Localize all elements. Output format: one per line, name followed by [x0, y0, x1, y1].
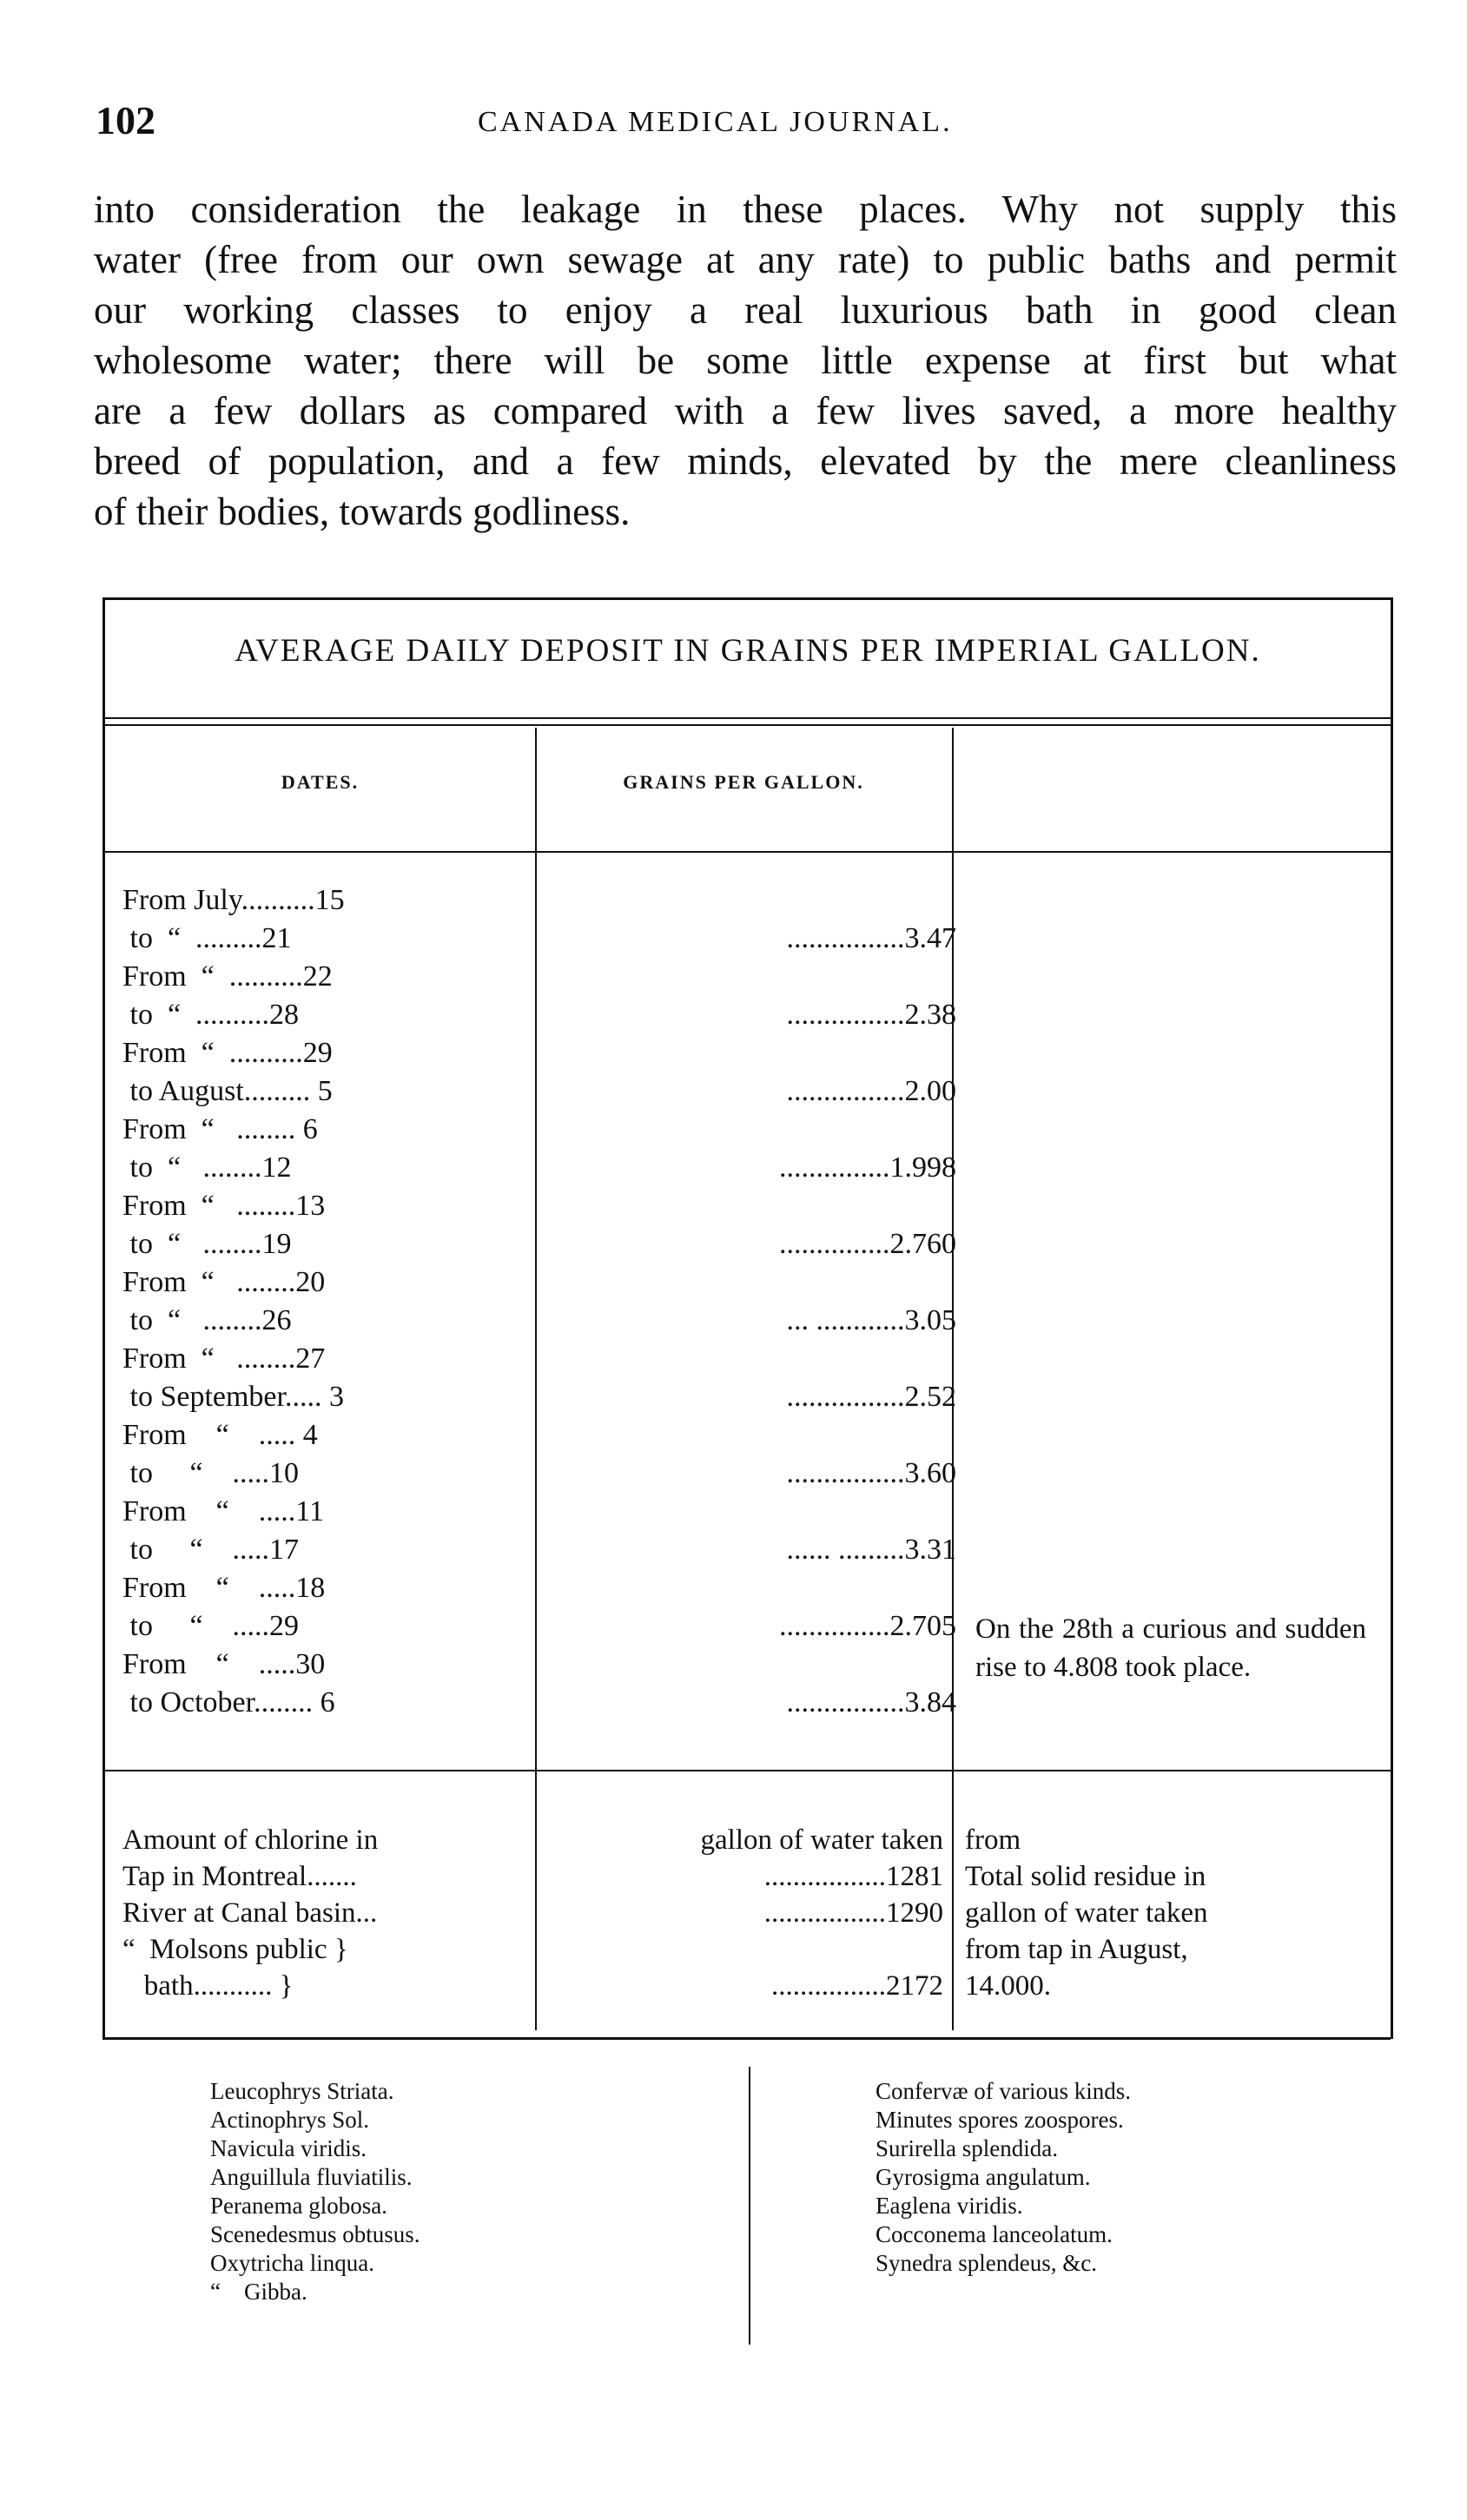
table-note: On the 28th a curious and sudden rise to 4.808 took place.	[975, 1613, 1366, 1683]
row-date: From “ ..........22	[122, 960, 333, 993]
species-name: Cocconema lanceolatum.	[876, 2221, 1113, 2247]
row-date: From “ ........ 6	[122, 1113, 318, 1145]
row-date: to “ ..........28	[122, 999, 300, 1031]
row-date: From “ ........27	[122, 1342, 326, 1375]
chlorine-line: 14.000.	[965, 1970, 1051, 2002]
row-grains-value: ...............2.760	[779, 1228, 956, 1260]
chlorine-line: .................1281	[763, 1861, 943, 1892]
deposit-table	[102, 597, 1393, 2039]
species-name: Anguillula fluviatilis.	[210, 2164, 413, 2190]
row-date: From “ ........13	[122, 1190, 326, 1222]
chlorine-line: gallon of water taken	[965, 1897, 1208, 1929]
row-grains-value: ................2.52	[786, 1381, 956, 1413]
row-grains-value: ...... .........3.31	[786, 1534, 956, 1566]
residue-note	[965, 1822, 1365, 2004]
species-name: Minutes spores zoospores.	[876, 2107, 1124, 2133]
chlorine-line: Total solid residue in	[965, 1861, 1206, 1892]
paragraph-line: into consideration the leakage in these places. Why not supply this	[94, 188, 1397, 231]
running-title: CANADA MEDICAL JOURNAL.	[478, 106, 953, 138]
body-paragraph	[94, 184, 1397, 537]
page-number: 102	[96, 98, 155, 142]
species-name: Oxytricha linqua.	[210, 2250, 374, 2276]
species-name: Actinophrys Sol.	[210, 2107, 370, 2133]
row-grains-value: ................3.60	[786, 1457, 956, 1489]
row-date: to August......... 5	[122, 1075, 333, 1107]
paragraph-line: water (free from our own sewage at any rate) to public baths and permit	[94, 238, 1397, 281]
species-divider	[749, 2067, 750, 2345]
species-name: Gyrosigma angulatum.	[876, 2164, 1091, 2190]
chlorine-line: .................1290	[763, 1897, 943, 1929]
row-grains-value: ...............2.705	[779, 1610, 956, 1642]
species-name: Leucophrys Striata.	[210, 2078, 394, 2104]
chlorine-line: from	[965, 1824, 1021, 1856]
species-name: “ Gibba.	[210, 2279, 307, 2305]
row-date: to October........ 6	[122, 1686, 335, 1718]
chlorine-line: gallon of water taken	[700, 1824, 943, 1856]
chlorine-line: “ Molsons public }	[122, 1934, 348, 1965]
table-bottom-rule	[102, 2037, 1391, 2040]
species-name: Synedra splendeus, &c.	[876, 2250, 1097, 2276]
row-date: From July..........15	[122, 884, 345, 916]
row-date: From “ ..........29	[122, 1037, 333, 1069]
row-date: to “ ........26	[122, 1304, 292, 1336]
table-title: AVERAGE DAILY DEPOSIT IN GRAINS PER IMPERIAL GALLON.	[235, 633, 1261, 669]
paragraph-line: are a few dollars as compared with a few lives saved, a more healthy	[94, 389, 1397, 432]
chlorine-line: River at Canal basin...	[122, 1897, 378, 1929]
row-grains-value: ................3.47	[786, 922, 956, 954]
row-date: to September..... 3	[122, 1381, 344, 1413]
species-name: Confervæ of various kinds.	[876, 2078, 1131, 2104]
chlorine-line: from tap in August,	[965, 1934, 1188, 1965]
chlorine-values	[552, 1822, 943, 2004]
chlorine-line: Amount of chlorine in	[122, 1824, 379, 1856]
dates-column-header: DATES.	[281, 771, 360, 793]
row-date: to “ .........21	[122, 922, 292, 954]
page-header	[96, 97, 1381, 149]
species-list-right	[876, 2077, 1131, 2278]
row-grains-value: ................2.00	[786, 1075, 956, 1107]
row-date: From “ .....11	[122, 1495, 325, 1527]
row-date: to “ .....17	[122, 1534, 300, 1566]
species-list-left	[210, 2077, 420, 2306]
row-grains-value: ................2.38	[786, 999, 956, 1031]
paragraph-line: breed of population, and a few minds, elevated by the mere cleanliness	[94, 439, 1397, 483]
species-name: Eaglena viridis.	[876, 2193, 1023, 2219]
row-grains-value: ... ............3.05	[786, 1304, 956, 1336]
species-name: Surirella splendida.	[876, 2135, 1058, 2161]
chlorine-line: ................2172	[771, 1970, 943, 2002]
row-date: From “ ..... 4	[122, 1419, 318, 1451]
species-name: Navicula viridis.	[210, 2135, 367, 2161]
grains-column-header: GRAINS PER GALLON.	[623, 771, 864, 793]
chlorine-line: Tap in Montreal.......	[122, 1861, 357, 1892]
chlorine-line: bath........... }	[122, 1970, 294, 2002]
title-double-rule	[105, 717, 1391, 726]
species-name: Peranema globosa.	[210, 2193, 387, 2219]
header-rule	[105, 851, 1391, 853]
paragraph-line: of their bodies, towards godliness.	[94, 490, 631, 533]
table-top-rule	[105, 597, 1391, 600]
row-date: to “ ........12	[122, 1151, 292, 1184]
row-grains-value: ...............1.998	[779, 1151, 956, 1184]
row-date: to “ .....29	[122, 1610, 300, 1642]
species-name: Scenedesmus obtusus.	[210, 2221, 420, 2247]
row-date: From “ .....30	[122, 1648, 326, 1680]
row-date: From “ ........20	[122, 1266, 326, 1298]
row-grains-value: ................3.84	[786, 1686, 956, 1718]
chlorine-section	[105, 1813, 1391, 2022]
chlorine-line	[552, 1931, 943, 1968]
paragraph-line: our working classes to enjoy a real luxurious bath in good clean	[94, 288, 1397, 332]
paragraph-line: wholesome water; there will be some little expense at first but what	[94, 339, 1397, 382]
row-date: From “ .....18	[122, 1572, 326, 1604]
row-date: to “ .....10	[122, 1457, 300, 1489]
chlorine-labels	[122, 1822, 531, 2004]
section-rule	[105, 1770, 1391, 1771]
row-date: to “ ........19	[122, 1228, 292, 1260]
